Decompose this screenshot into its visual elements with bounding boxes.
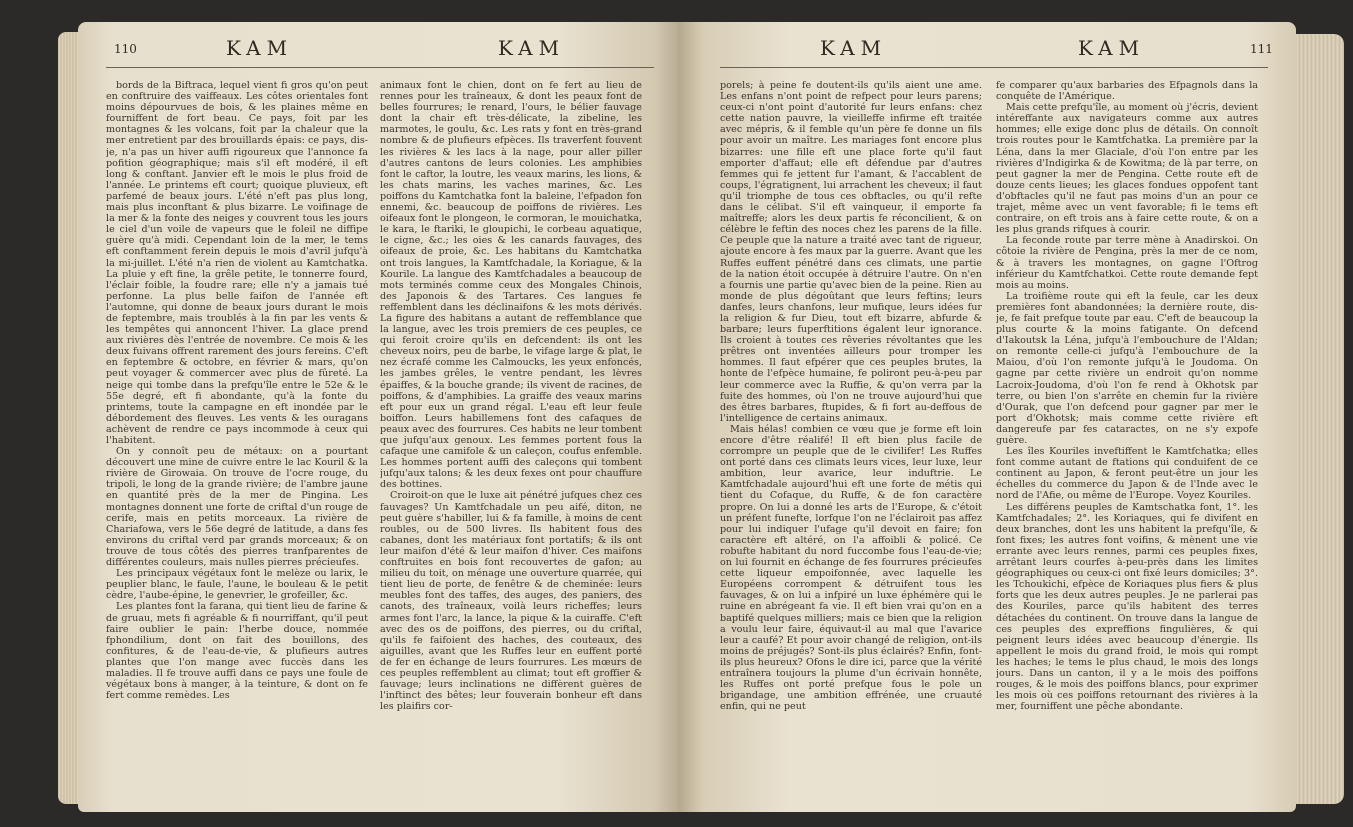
right-header-rule: [720, 67, 1268, 68]
right-page: [678, 22, 1296, 812]
left-header-left: KAM: [226, 36, 294, 60]
right-column-2: [996, 80, 1258, 805]
paragraph: fe comparer qu'aux barbaries des Efpagnols dans la conquête de l'Amérique.: [996, 80, 1258, 103]
left-header-right: KAM: [498, 36, 566, 60]
left-page: [78, 22, 678, 812]
right-column-1: [720, 80, 982, 805]
left-page-number: 110: [114, 42, 137, 56]
paragraph: Les plantes font la farana, qui tient lieu de farine & de gruau, mets fi agréable & fi nourriffant, qu'il peut faire oublier le pain: l'herbe douce, nommée fphondilium, dont on fait des bouillons, des confitures, & de l'eau-de-vie, & plufieurs autres plantes que l'on mange avec fuccès dans les maladies. Il fe trouve auffi dans ce pays une foule de végétaux bons à manger, à la teinture, & dont on fe fert comme remèdes. Les: [106, 601, 368, 702]
paragraph: La feconde route par terre mène à Anadirskoi. On côtoie la rivière de Pengina, près la mer de ce nom, & à travers les montagnes, on gagne l'Oftrog inférieur du Kamtfchatkoi. Cette route demande fept mois au moins.: [996, 235, 1258, 291]
right-page-number: 111: [1250, 42, 1273, 56]
left-column-2: [380, 80, 642, 805]
paragraph: Croiroit-on que le luxe ait pénétré jufques chez ces fauvages? Un Kamtfchadale un peu aifé, diton, ne peut guère s'habiller, lui & fa famille, à moins de cent roubles, ou de 500 livres. Ils habitent fous des cabanes, dont les matériaux font portatifs; & ils ont leur maifon d'été & leur maifon d'hiver. Ces maifons conftruites en bois font recouvertes de gafon; au milieu du toit, on ménage une ouverture quarrée, qui tient lieu de porte, de fenêtre & de cheminée: leurs meubles font des taffes, des auges, des paniers, des canots, des traîneaux, voilà leurs richeffes; leurs armes font l'arc, la lance, la pique & la cuiraffe. C'eft avec des os de poiffons, des pierres, ou du criftal, qu'ils fe faifoient des haches, des couteaux, des aiguilles, avant que les Ruffes leur en euffent porté de fer en échange de leurs fourrures. Les mœurs de ces peuples reffemblent au climat; tout eft groffier & fauvage; leurs inclinations ne diffèrent guères de l'inftinct des bêtes; leur fouverain bonheur eft dans les plaifirs cor-: [380, 490, 642, 713]
paragraph: Les îles Kouriles inveftiffent le Kamtfchatka; elles font comme autant de ftations qui conduifent de ce continent au Japon, & feront peut-être un jour les échelles du commerce du Japon & de l'Inde avec le nord de l'Afie, ou même de l'Europe. Voyez Kouriles.: [996, 446, 1258, 502]
paragraph: Les principaux végétaux font le melèze ou larix, le peuplier blanc, le faule, l'aune, le bouleau & le petit cèdre, l'aube-épine, le genevrier, le grofeiller, &c.: [106, 568, 368, 602]
paragraph: Mais hélas! combien ce vœu que je forme eft loin encore d'être réalifé! Il eft bien plus facile de corrompre un peuple que de le civilifer! Les Ruffes ont porté dans ces climats leurs vices, leur luxe, leur ambition, leur avarice, leur induftrie. Le Kamtfchadale aujourd'hui eft une forte de métis qui tient du Cofaque, du Ruffe, & de fon caractère propre. On lui a donné les arts de l'Europe, & c'étoit un préfent funefte, lorfque l'on ne l'éclairoit pas affez pour lui indiquer l'ufage qu'il devoit en faire; fon caractère eft altéré, on l'a affoibli & policé. Ce robufte habitant du nord fuccombe fous l'eau-de-vie; on lui fournit en échange de fes fourrures précieufes cette liqueur empoifonnée, avec laquelle les Européens corrompent & détruifent tous les fauvages, & on lui a infpiré un luxe éphémère qui le ruine en abrégeant fa vie. Il eft bien vrai qu'on en a baptifé quelques milliers; mais ce bien que la religion a voulu leur faire, équivaut-il au mal que l'avarice leur a caufé? Et pour avoir changé de religion, ont-ils moins de préjugés? Sont-ils plus éclairés? Enfin, font-ils plus heureux? Ofons le dire ici, parce que la vérité entraînera toujours la plume d'un écrivain honnête, les Ruffes ont porté prefque fous le pole un brigandage, une ambition effrénée, une cruauté enfin, qui ne peut: [720, 423, 982, 713]
paragraph: On y connoît peu de métaux: on a pourtant découvert une mine de cuivre entre le lac Kouril & la rivière de Girowaia. On trouve de l'ocre rouge, du tripoli, le long de la grande rivière; de l'ambre jaune en quantité près de la mer de Pingina. Les montagnes donnent une forte de criftal d'un rouge de cerife, mais en petits morceaux. La rivière de Chariafowa, vers le 56e degré de latitude, a dans fes environs du criftal verd par grands morceaux; & on trouve de tous côtés des pierres tranfparentes de différentes couleurs, mais nulles pierres précieufes.: [106, 446, 368, 569]
right-header-right: KAM: [1078, 36, 1146, 60]
left-header-rule: [106, 67, 654, 68]
paragraph: Les différens peuples de Kamtschatka font, 1°. les Kamtfchadales; 2°. les Koriaques, qui fe divifent en deux branches, dont les uns habitent la prefqu'île, & font fixes; les autres font voifins, & mènent une vie errante avec leurs rennes, parmi ces peuples fixes, arrêtant leurs courfes à-peu-près dans les limites géographiques ou ceux-ci ont fixé leurs domiciles; 3°. les Tchoukichi, efpèce de Koriaques plus fiers & plus forts que les deux autres peuples. Je ne parlerai pas des Kouriles, parce qu'ils habitent des terres détachées du continent. On trouve dans la langue de ces peuples des expreffions fingulières, & qui peignent leurs idées avec beaucoup d'énergie. Ils appellent le mois du grand froid, le mois qui rompt les haches; le tems le plus chaud, le mois des longs jours. Dans un canton, il y a le mois des poiffons rouges, & le mois des poiffons blancs, pour exprimer les mois où ces poiffons retournant des rivières à la mer, fourniffent une pêche abondante.: [996, 501, 1258, 713]
paragraph: Mais cette prefqu'île, au moment où j'écris, devient intéreffante aux navigateurs comme aux autres hommes; elle exige donc plus de détails. On connoît trois routes pour le Kamtfchatka. La première par la Léna, dans la mer Glaciale, d'où l'on entre par les rivières d'Indigirka & de Kowitma; de là par terre, on peut gagner la mer de Pengina. Cette route eft de douze cents lieues; les glaces fondues oppofent tant d'obftacles qu'il ne faut pas moins d'un an pour ce trajet, même avec un vent favorable; fi le tems eft contraire, on eft trois ans à faire cette route, & on a les plus grands rifques à courir.: [996, 102, 1258, 236]
paragraph: porels; à peine fe doutent-ils qu'ils aient une ame. Les enfans n'ont point de refpect pour leurs parens; ceux-ci n'ont point d'autorité fur leurs enfans: chez cette nation pauvre, la vieilleffe infirme eft traitée avec mépris, & il femble qu'un père fe donne un fils pour avoir un maître. Les mariages font encore plus bizarres: une fille eft une place forte qu'il faut emporter d'affaut; elle eft défendue par d'autres femmes qui fe jettent fur l'amant, & l'accablent de coups, l'égratignent, lui arrachent les cheveux; il faut qu'il triomphe de tous ces obftacles, ou qu'il refte dans le célibat. S'il eft vainqueur, il emporte fa maîtreffe; alors les deux partis fe réconcilient, & on célèbre le feftin des noces chez les parens de la fille. Ce peuple que la nature a traité avec tant de rigueur, ajoute encore à fes maux par la guerre. Avant que les Ruffes euffent pénétré dans ces climats, une partie de la nation étoit occupée à détruire l'autre. On n'en a fournis une partie qu'avec bien de la peine. Rien au monde de plus dégoûtant que leurs feftins; leurs danfes, leurs chanfons, leur mufique, leurs idées fur la religion & fur Dieu, tout eft bizarre, abfurde & barbare; leurs fuperftitions égalent leur ignorance. Ils croient à toutes ces rêveries révoltantes que les prêtres ont inventées ailleurs pour tromper les hommes. Il faut efpérer que ces peuples brutes, la honte de l'efpèce humaine, fe poliront peu-à-peu par leur commerce avec la Ruffie, & qu'on verra par la fuite des hommes, où l'on ne trouve aujourd'hui que des êtres barbares, ftupides, & fi fort au-deffous de l'intelligence de certains animaux.: [720, 80, 982, 424]
book-left-edge: [58, 32, 80, 804]
right-header-left: KAM: [820, 36, 888, 60]
book-page-edges: [1296, 34, 1344, 804]
paragraph: animaux font le chien, dont on fe fert au lieu de rennes pour les traîneaux, & dont les peaux font de belles fourrures; le renard, l'ours, le bélier fauvage dont la chair eft très-délicate, la zibeline, les marmotes, le goulu, &c. Les rats y font en très-grand nombre & de plufieurs efpèces. Ils traverfent fouvent les rivières & les lacs à la nage, pour aller piller d'autres cantons de leurs colonies. Les amphibies font le caftor, la loutre, les veaux marins, les lions, & les chats marins, les vaches marines, &c. Les poiffons du Kamtchatka font la baleine, l'efpadon fon ennemi, &c. beaucoup de poiffons de rivières. Les oifeaux font le plongeon, le cormoran, le mouichatka, le kara, le ftariki, le gloupichi, le corbeau aquatique, le cigne, &c.; les oies & les canards fauvages, des oifeaux de proie, &c. Les habitans du Kamtchatka ont trois langues, la Kamtfchadale, la Koriague, & la Kourile. La langue des Kamtfchadales a beaucoup de mots terminés comme ceux des Mongales Chinois, des Japonois & des Tartares. Ces langues fe reffemblent dans les déclinaifons & les mots dérivés. La figure des habitans a autant de reffemblance que la langue, avec les trois premiers de ces peuples, ce qui feroit croire qu'ils en defcendent: ils ont les cheveux noirs, peu de barbe, le vifage large & plat, le nez écrafé comme les Calmoucks, les yeux enfoncés, les jambes grêles, le ventre pendant, les lèvres épaiffes, & la bouche grande; ils vivent de racines, de poiffons, & d'amphibies. La graiffe des veaux marins eft pour eux un grand régal. L'eau eft leur feule boiffon. Leurs habillemens font des cafaques de peaux avec des fourrures. Ces habits ne leur tombent que jufqu'aux genoux. Les femmes portent fous la cafaque une camifole & un caleçon, coufus enfemble. Les hommes portent auffi des caleçons qui tombent jufqu'aux talons; & les deux fexes ont pour chauffure des bottines.: [380, 80, 642, 491]
paragraph: bords de la Biftraca, lequel vient fi gros qu'on peut en conftruire des vaiffeaux. Les côtes orientales font moins dépourvues de bois, & les plaines même en fourniffent de fort beau. Ce pays, foit par les montagnes & les volcans, foit par la chaleur que la mer entretient par des brouillards épais: ce pays, dis-je, n'a pas un hiver auffi rigoureux que l'annonce fa pofition géographique; mais s'il eft modéré, il eft long & conftant. Janvier eft le mois le plus froid de l'année. Le printems eft court; quoique pluvieux, eft parfemé de beaux jours. L'été n'eft pas plus long, mais plus inconftant & plus bizarre. Le voifinage de la mer & la fonte des neiges y couvrent tous les jours le ciel d'un voile de vapeurs que le foleil ne diffipe guère qu'à midi. Cependant loin de la mer, le tems eft conftamment ferein depuis le mois d'avril jufqu'à la mi-juillet. L'été n'a rien de violent au Kamtchatka. La pluie y eft fine, la grêle petite, le tonnerre fourd, l'éclair foible, la foudre rare; elle n'y a jamais tué perfonne. La plus belle faifon de l'année eft l'automne, qui donne de beaux jours durant le mois de feptembre, mais troublés à la fin par les vents & les tempêtes qui annoncent l'hiver. La glace prend aux rivières dès l'entrée de novembre. Ce mois & les deux fuivans offrent rarement des jours fereins. C'eft en feptembre & octobre, en février & mars, qu'on peut voyager & commercer avec plus de fûreté. La neige qui tombe dans la prefqu'île entre le 52e & le 55e degré, eft fi abondante, qu'à la fonte du printems, toute la campagne en eft inondée par le débordement des fleuves. Les vents & les ouragans achèvent de rendre ce pays incommode à ceux qui l'habitent.: [106, 80, 368, 446]
left-column-1: [106, 80, 368, 805]
book-spread: [18, 14, 1344, 822]
paragraph: La troifième route qui eft la feule, car les deux premières font abandonnées; la dernière route, dis-je, fe fait prefque toute par eau. C'eft de beaucoup la plus courte & la moins fatigante. On defcend d'Iakoutsk la Léna, jufqu'à l'embouchure de l'Aldan; on remonte celle-ci jufqu'à l'embouchure de la Maiou, d'où l'on remonte jufqu'à le Joudoma. On gagne par cette rivière un endroit qu'on nomme Lacroix-Joudoma, d'où l'on fe rend à Okhotsk par terre, ou bien l'on s'arrête en chemin fur la rivière d'Ourak, que l'on defcend pour gagner par mer le port d'Okhotsk; mais comme cette rivière eft dangereufe par fes cataractes, on ne s'y expofe guère.: [996, 290, 1258, 446]
